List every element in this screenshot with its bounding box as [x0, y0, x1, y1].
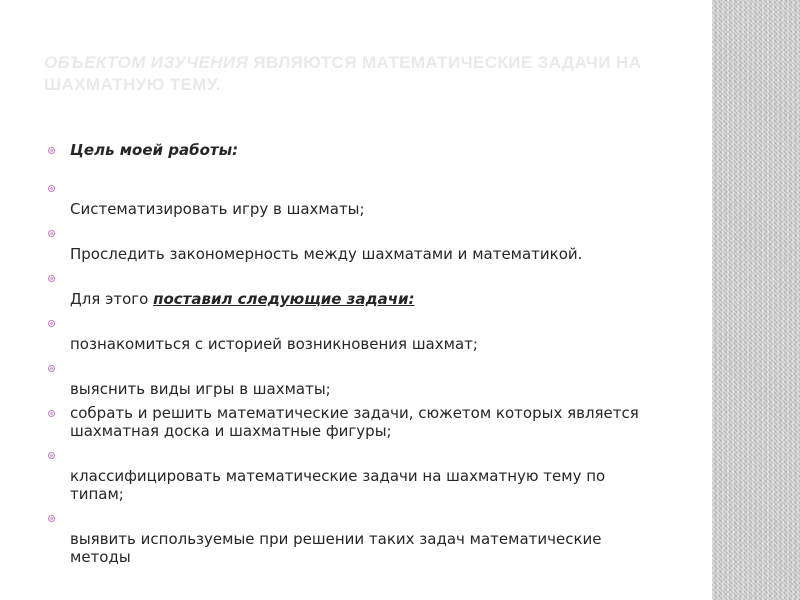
item-text: [70, 290, 648, 308]
item-text: Систематизировать игру в шахматы;: [70, 200, 365, 218]
item-text: выяснить виды игры в шахматы;: [70, 380, 331, 398]
item-text: Проследить закономерность между шахматами и математикой.: [70, 245, 583, 263]
goal-text: Цель моей работы:: [70, 141, 239, 159]
list-item: [48, 509, 648, 566]
list-item: [48, 359, 648, 398]
list-item: [48, 179, 648, 218]
bullet-icon: [48, 452, 55, 459]
title-emphasis: ОБЪЕКТОМ ИЗУЧЕНИЯ: [44, 53, 249, 72]
item-prefix: Для этого: [70, 290, 154, 308]
list-item-goal: [48, 141, 648, 159]
side-texture-panel: [712, 0, 800, 600]
bullet-icon: [48, 515, 55, 522]
item-text: классифицировать математические задачи на шахматную тему по типам;: [70, 467, 606, 503]
title-rest: ЯВЛЯЮТСЯ МАТЕМАТИЧЕСКИЕ ЗАДАЧИ НА ШАХМАТНУЮ ТЕМУ.: [44, 53, 642, 94]
bullet-icon: [48, 410, 55, 417]
item-text: познакомиться с историей возникновения шахмат;: [70, 335, 478, 353]
list-item: [48, 446, 648, 503]
bullet-icon: [48, 365, 55, 372]
list-item: [48, 224, 648, 263]
bullet-icon: [48, 230, 55, 237]
bullet-list: [48, 141, 648, 566]
item-text: собрать и решить математические задачи, сюжетом которых является шахматная доска и шахматные фигуры;: [70, 404, 639, 440]
bullet-icon: [48, 275, 55, 282]
slide-title: [44, 52, 664, 96]
list-item: [48, 269, 648, 308]
list-item: [48, 404, 648, 440]
bullet-icon: [48, 147, 55, 154]
bullet-icon: [48, 320, 55, 327]
bullet-icon: [48, 185, 55, 192]
tasks-link[interactable]: поставил следующие задачи:: [153, 290, 415, 308]
item-text: выявить используемые при решении таких задач математические методы: [70, 530, 602, 566]
list-item: [48, 314, 648, 353]
